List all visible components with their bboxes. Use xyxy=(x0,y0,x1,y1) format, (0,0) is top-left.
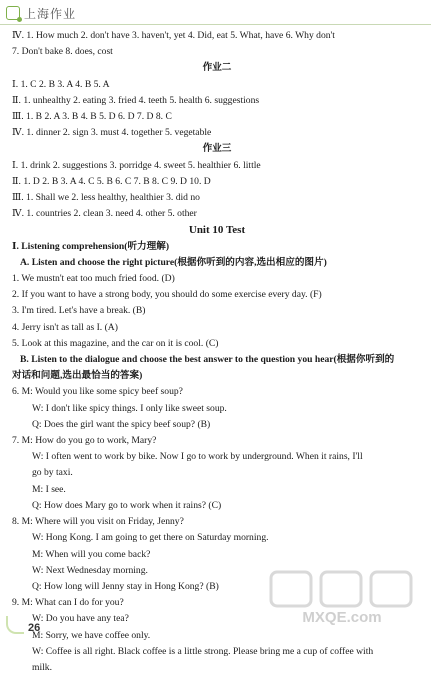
header-title: 上海作业 xyxy=(24,6,77,21)
corner-decoration-icon xyxy=(6,616,24,634)
answer-line: 4. Jerry isn't as tall as I. (A) xyxy=(12,321,118,333)
answer-line: W: I often went to work by bike. Now I go to work by underground. When it rains, I'll xyxy=(32,451,363,463)
answer-line: Ⅰ. 1. drink 2. suggestions 3. porridge 4. sweet 5. healthier 6. little xyxy=(12,159,261,171)
answer-line: W: I don't like spicy things. I only like sweet soup. xyxy=(32,402,227,414)
answer-line: Q: How does Mary go to work when it rains? (C) xyxy=(32,499,222,511)
answer-line: M: Sorry, we have coffee only. xyxy=(32,629,151,641)
answer-line: W: Hong Kong. I am going to get there on Saturday morning. xyxy=(32,532,269,544)
page-header xyxy=(6,4,76,22)
answer-line: Q: Does the girl want the spicy beef soup? (B) xyxy=(32,418,211,430)
answer-line: B. Listen to the dialogue and choose the best answer to the question you hear(根据你听到的 xyxy=(20,354,395,366)
answer-line: Ⅰ. 1. C 2. B 3. A 4. B 5. A xyxy=(12,78,110,90)
answer-line: 2. If you want to have a strong body, you should do some exercise every day. (F) xyxy=(12,289,322,301)
answer-line: Ⅲ. 1. Shall we 2. less healthy, healthier 3. did no xyxy=(12,192,200,204)
answer-line: 7. Don't bake 8. does, cost xyxy=(12,46,113,58)
answer-line: Ⅲ. 1. B 2. A 3. B 4. B 5. D 6. D 7. D 8. C xyxy=(12,111,172,123)
answer-line: 5. Look at this magazine, and the car on it is cool. (C) xyxy=(12,337,219,349)
answer-line: 对话和问题,选出最恰当的答案) xyxy=(12,370,143,382)
answer-line: 6. M: Would you like some spicy beef soup? xyxy=(12,386,183,398)
answer-line: A. Listen and choose the right picture(根据你听到的内容,选出相应的图片) xyxy=(20,256,327,268)
answer-line: W: Next Wednesday morning. xyxy=(32,564,148,576)
answer-line: Ⅱ. 1. unhealthy 2. eating 3. fried 4. teeth 5. health 6. suggestions xyxy=(12,94,260,106)
answer-line: Ⅰ. Listening comprehension(听力理解) xyxy=(12,240,170,252)
answer-line: Ⅱ. 1. D 2. B 3. A 4. C 5. B 6. C 7. B 8. C 9. D 10. D xyxy=(12,175,211,187)
answer-line: W: Do you have any tea? xyxy=(32,613,129,625)
watermark-text: MXQE.com xyxy=(302,609,382,626)
answer-line: M: When will you come back? xyxy=(32,548,151,560)
answer-line: 9. M: What can I do for you? xyxy=(12,597,124,609)
answer-line: Ⅳ. 1. How much 2. don't have 3. haven't, yet 4. Did, eat 5. What, have 6. Why don't xyxy=(12,30,335,41)
answer-line: Ⅳ. 1. dinner 2. sign 3. must 4. together 5. vegetable xyxy=(12,127,212,139)
answer-line: 作业二 xyxy=(202,62,232,74)
answer-line: M: I see. xyxy=(32,483,66,495)
watermark-stamp xyxy=(267,570,417,626)
answer-line: Q: How long will Jenny stay in Hong Kong? (B) xyxy=(32,580,219,592)
answer-line: 3. I'm tired. Let's have a break. (B) xyxy=(12,305,146,317)
answer-line: 7. M: How do you go to work, Mary? xyxy=(12,435,157,447)
answer-line: go by taxi. xyxy=(32,467,73,479)
page-number: 26 xyxy=(28,622,41,634)
answer-line: Unit 10 Test xyxy=(188,224,246,237)
header-divider xyxy=(0,24,431,25)
answer-line: 作业三 xyxy=(202,143,232,155)
answer-line: W: Coffee is all right. Black coffee is a little strong. Please bring me a cup of coffee with xyxy=(32,645,374,657)
answer-line: Ⅳ. 1. countries 2. clean 3. need 4. other 5. other xyxy=(12,208,197,220)
answer-line: 8. M: Where will you visit on Friday, Jenny? xyxy=(12,516,184,528)
answer-line: 1. We mustn't eat too much fried food. (D) xyxy=(12,273,175,285)
answer-line: milk. xyxy=(32,661,52,673)
book-logo-icon xyxy=(6,6,20,20)
page-footer xyxy=(6,616,40,634)
